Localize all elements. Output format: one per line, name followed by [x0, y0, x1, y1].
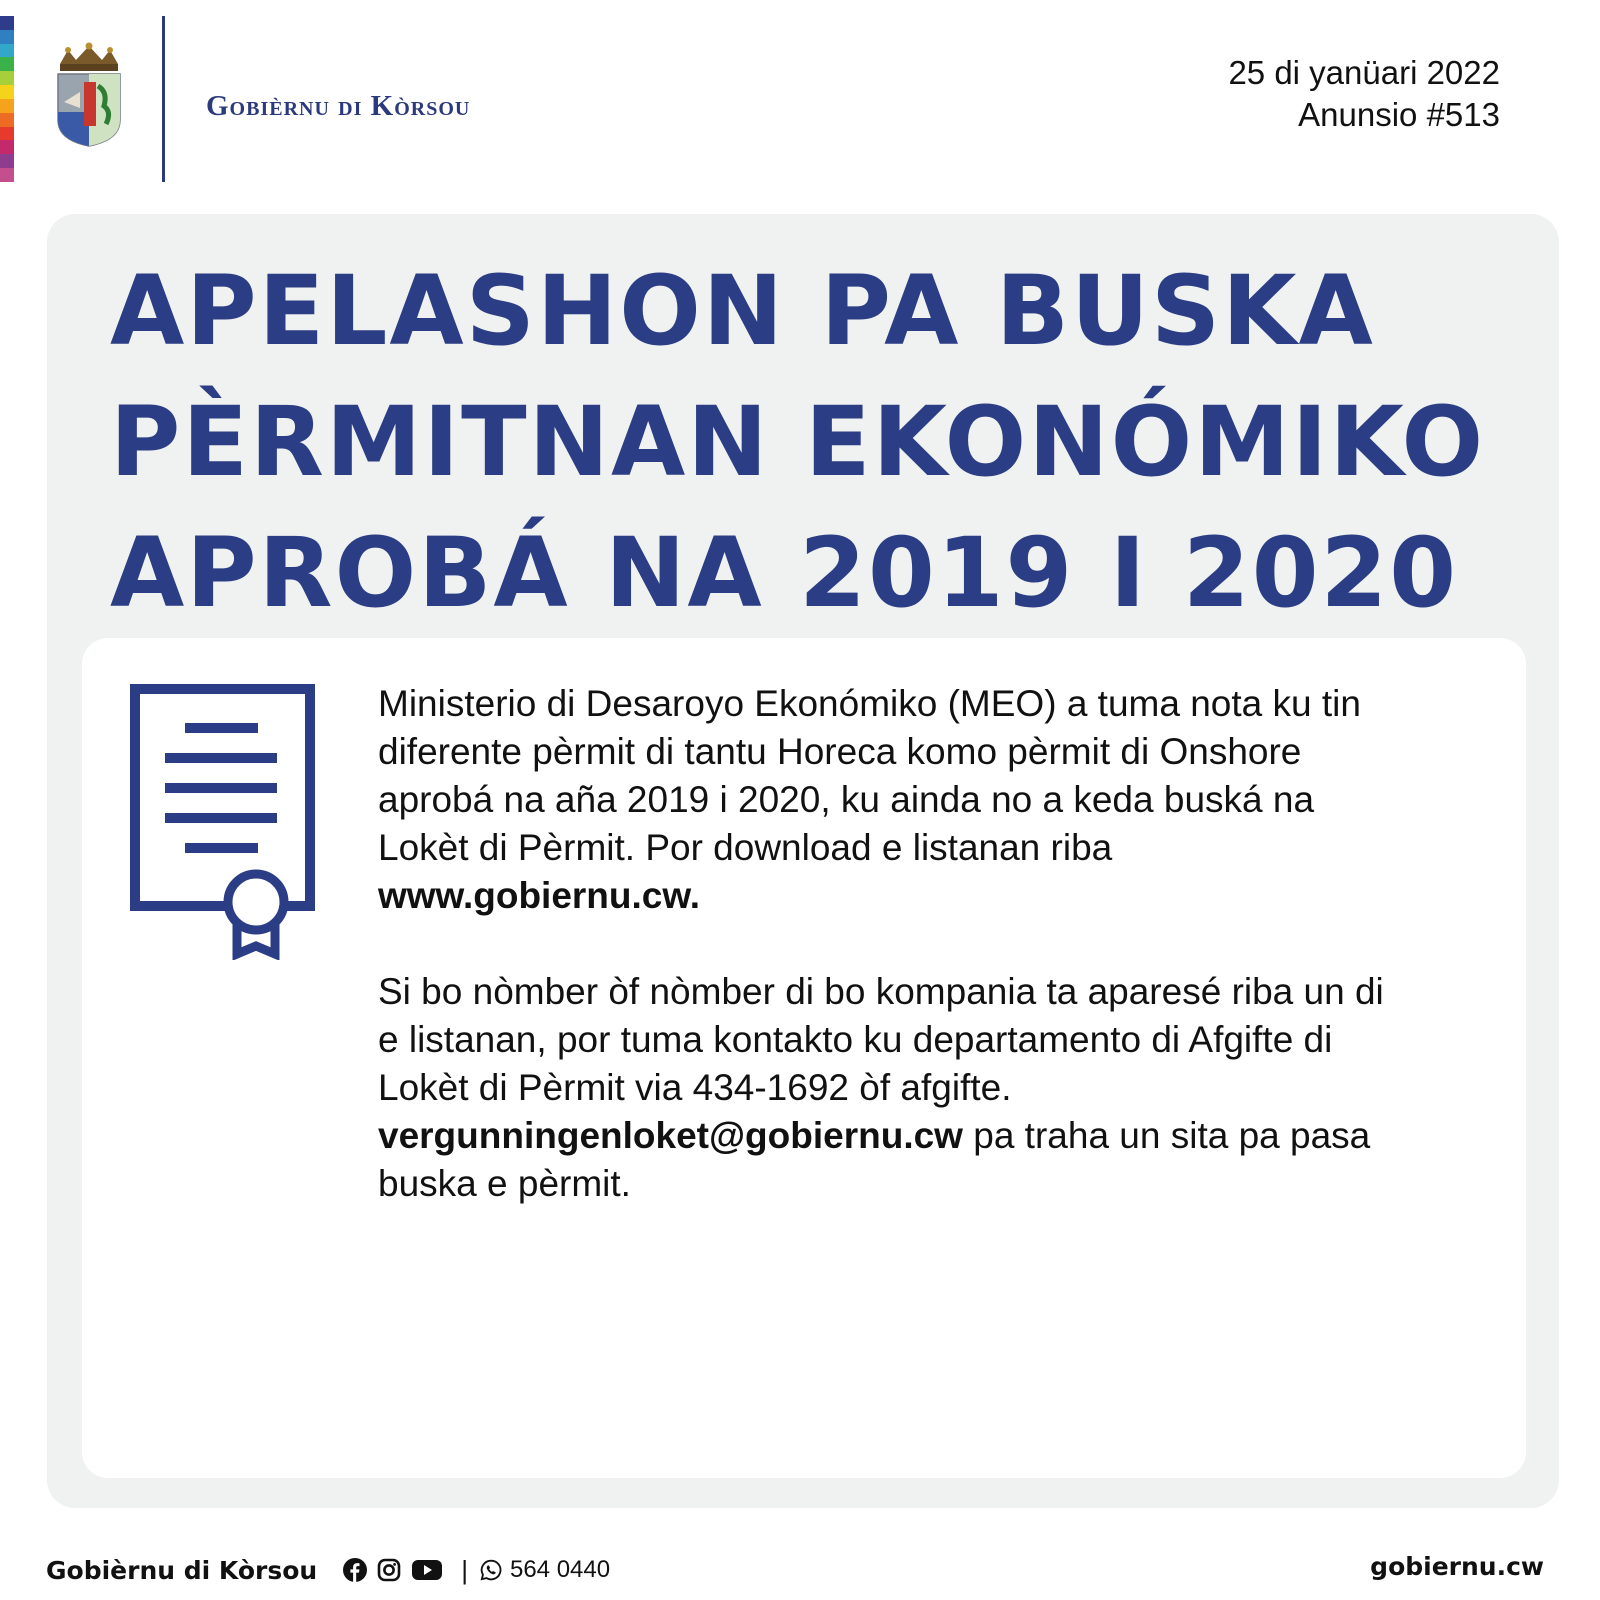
- stripe-segment: [0, 16, 14, 30]
- footer-brand: Gobièrnu di Kòrsou: [46, 1555, 318, 1585]
- stripe-segment: [0, 85, 14, 99]
- body-paragraph: [378, 968, 1388, 1208]
- stripe-segment: [0, 168, 14, 182]
- website-link[interactable]: www.gobiernu.cw.: [378, 875, 701, 916]
- youtube-icon[interactable]: [411, 1558, 443, 1582]
- stripe-segment: [0, 57, 14, 71]
- announcement-number: Anunsio #513: [1298, 96, 1500, 133]
- footer-separator: |: [461, 1554, 468, 1585]
- paragraph-text: Ministerio di Desaroyo Ekonómiko (MEO) a tuma nota ku tin diferente pèrmit di tantu Horeca komo pèrmit di Onshore aprobá na aña 2019 i 2020, ku ainda no a keda buská na Lokèt di Pèrmit. Por download e listanan riba: [378, 683, 1361, 868]
- instagram-icon[interactable]: [377, 1558, 401, 1582]
- paragraph-text: Si bo nòmber òf nòmber di bo kompania ta aparesé riba un di e listanan, por tuma kontakto ku departamento di Afgifte di Lokèt di Pèrmit via 434-1692 òf afgifte.: [378, 971, 1384, 1108]
- phone-number: 564 0440: [509, 1556, 611, 1583]
- headline-line: APELASHON PA BUSKA: [110, 255, 1375, 367]
- certificate-icon: [130, 684, 316, 960]
- stripe-segment: [0, 154, 14, 168]
- headline-line: APROBÁ NA 2019 I 2020: [110, 517, 1459, 629]
- headline: [110, 246, 1510, 639]
- stripe-segment: [0, 99, 14, 113]
- stripe-segment: [0, 71, 14, 85]
- organization-name: Gobièrnu di Kòrsou: [206, 90, 471, 122]
- body-paragraph: [378, 680, 1388, 920]
- coat-of-arms-icon: [54, 42, 124, 150]
- announcement-meta: [1228, 52, 1500, 136]
- paragraph-text: pa traha un sita pa pasa buska e pèrmit.: [378, 1115, 1371, 1204]
- stripe-segment: [0, 140, 14, 154]
- email-link[interactable]: vergunningenloket@gobiernu.cw: [378, 1115, 963, 1156]
- stripe-segment: [0, 127, 14, 141]
- stripe-segment: [0, 113, 14, 127]
- body-text: [378, 680, 1388, 1208]
- header-divider: [162, 16, 165, 182]
- whatsapp-icon: [480, 1559, 502, 1581]
- footer-website[interactable]: gobiernu.cw: [1370, 1552, 1544, 1581]
- color-stripe: [0, 16, 14, 182]
- footer: [46, 1550, 610, 1590]
- social-links: [343, 1558, 443, 1582]
- announcement-date: 25 di yanüari 2022: [1228, 54, 1500, 91]
- stripe-segment: [0, 44, 14, 58]
- phone-contact[interactable]: [480, 1556, 610, 1584]
- headline-line: PÈRMITNAN EKONÓMIKO: [110, 386, 1486, 498]
- facebook-icon[interactable]: [343, 1558, 367, 1582]
- stripe-segment: [0, 30, 14, 44]
